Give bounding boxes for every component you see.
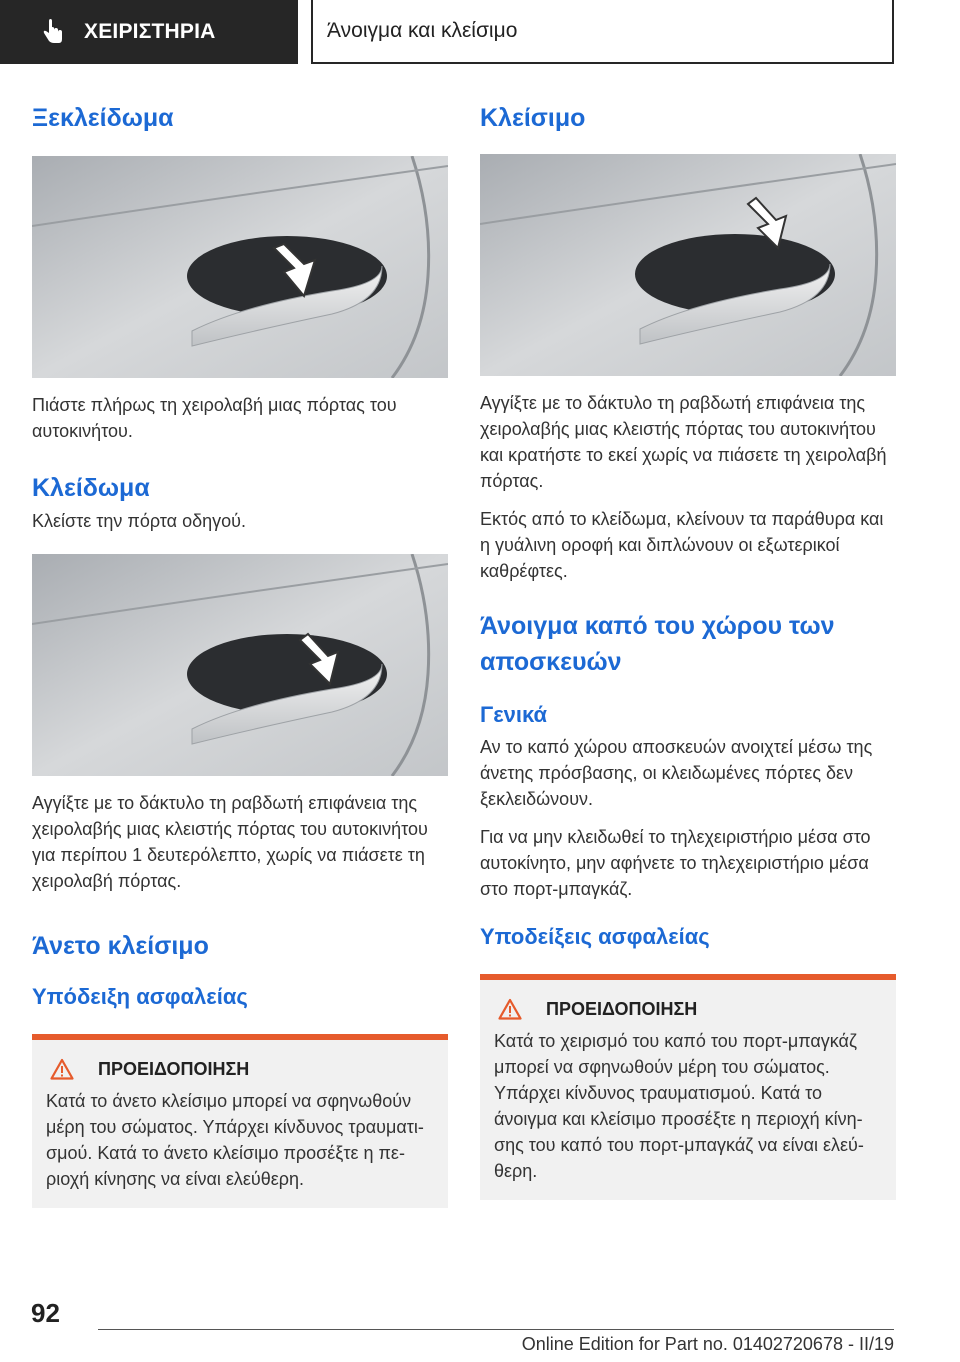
section-title: Άνοιγμα και κλείσιμο [327,19,518,42]
chapter-title: ΧΕΙΡΙΣΤΗΡΙΑ [84,20,216,43]
warning-box [32,1034,448,1208]
hand-pointer-icon [40,19,66,45]
door-handle-illustration [32,554,448,776]
lock-text-2: Αγγίξτε με το δάκτυλο τη ραβδωτή επιφάνεια της χειρολαβής μιας κλειστής πόρτας του αυτοκινήτου για περίπου 1 δευτερόλεπτο, χωρίς να πιάσετε τη χειρολαβή πόρτας. [32,793,428,891]
footer-divider [98,1329,894,1330]
unlock-text: Πιάστε πλήρως τη χειρολαβή μιας πόρτας του αυτοκινήτου. [32,395,397,441]
warning-text: Κατά το άνετο κλείσιμο μπορεί να σφηνωθούν μέρη του σώματος. Υπάρχει κίνδυνος τραυματισμού. Κατά το άνετο κλείσιμο προσέξτε η περιοχή κίνησης να είναι ελεύθερη. [46,1091,424,1189]
safety-notes-heading: Υποδείξεις ασφαλείας [480,924,710,949]
warning-title [46,1058,434,1080]
comfort-close-heading: Άνετο κλείσιμο [32,932,209,960]
general-text-1: Αν το καπό χώρου αποσκευών ανοιχτεί μέσω της άνετης πρόσβασης, οι κλειδωμένες πόρτες δεν ξεκλειδώνουν. [480,737,873,809]
warning-triangle-icon [50,1058,74,1080]
right-column [480,96,896,1200]
general-heading: Γενικά [480,702,548,727]
door-handle-photo-unlock [32,156,448,378]
left-column [32,96,448,1208]
safety-note-heading: Υπόδειξη ασφαλείας [32,984,248,1009]
warning-text: Κατά το χειρισμό του καπό του πορτ-μπαγκάζ μπορεί να σφηνωθούν μέρη του σώματος. Υπάρχει κίνδυνος τραυματισμού. Κατά το άνοιγμα και κλείσιμο προσέξτε η περιοχή κίνησης του καπό του πορτ-μπαγκάζ να είναι ελεύθερη. [494,1031,864,1181]
lock-heading: Κλείδωμα [32,474,150,502]
door-handle-illustration [480,154,896,376]
door-handle-photo-lock [32,554,448,776]
section-tab[interactable] [311,0,894,64]
close-heading: Κλείσιμο [480,104,586,132]
chapter-tab[interactable] [0,0,298,64]
page-number: 92 [31,1298,60,1328]
door-handle-photo-close [480,154,896,376]
warning-box [480,974,896,1200]
close-text-1: Αγγίξτε με το δάκτυλο τη ραβδωτή επιφάνεια της χειρολαβής μιας κλειστής πόρτας του αυτοκινήτου και κρατήστε το εκεί χωρίς να πιάσετε τη χειρολαβή πόρτας. [480,393,887,491]
close-text-2: Εκτός από το κλείδωμα, κλείνουν τα παράθυρα και η γυάλινη οροφή και διπλώνουν οι εξωτερικοί καθρέφτες. [480,509,884,581]
edition-text: Online Edition for Part no. 01402720678 - II/19 [521,1334,894,1354]
door-handle-illustration [32,156,448,378]
warning-label: ΠΡΟΕΙΔΟΠΟΙΗΣΗ [546,998,698,1019]
warning-title [494,998,882,1020]
lock-text-1: Κλείστε την πόρτα οδηγού. [32,511,246,531]
unlock-heading: Ξεκλείδωμα [32,104,174,132]
warning-label: ΠΡΟΕΙΔΟΠΟΙΗΣΗ [98,1058,250,1079]
warning-triangle-icon [498,998,522,1020]
trunk-heading: Άνοιγμα καπό του χώρου των αποσκευών [480,612,835,676]
general-text-2: Για να μην κλειδωθεί το τηλεχειριστήριο μέσα στο αυτοκίνητο, μην αφήνετε το τηλεχειριστήριο μέσα στο πορτ-μπαγκάζ. [480,827,871,899]
